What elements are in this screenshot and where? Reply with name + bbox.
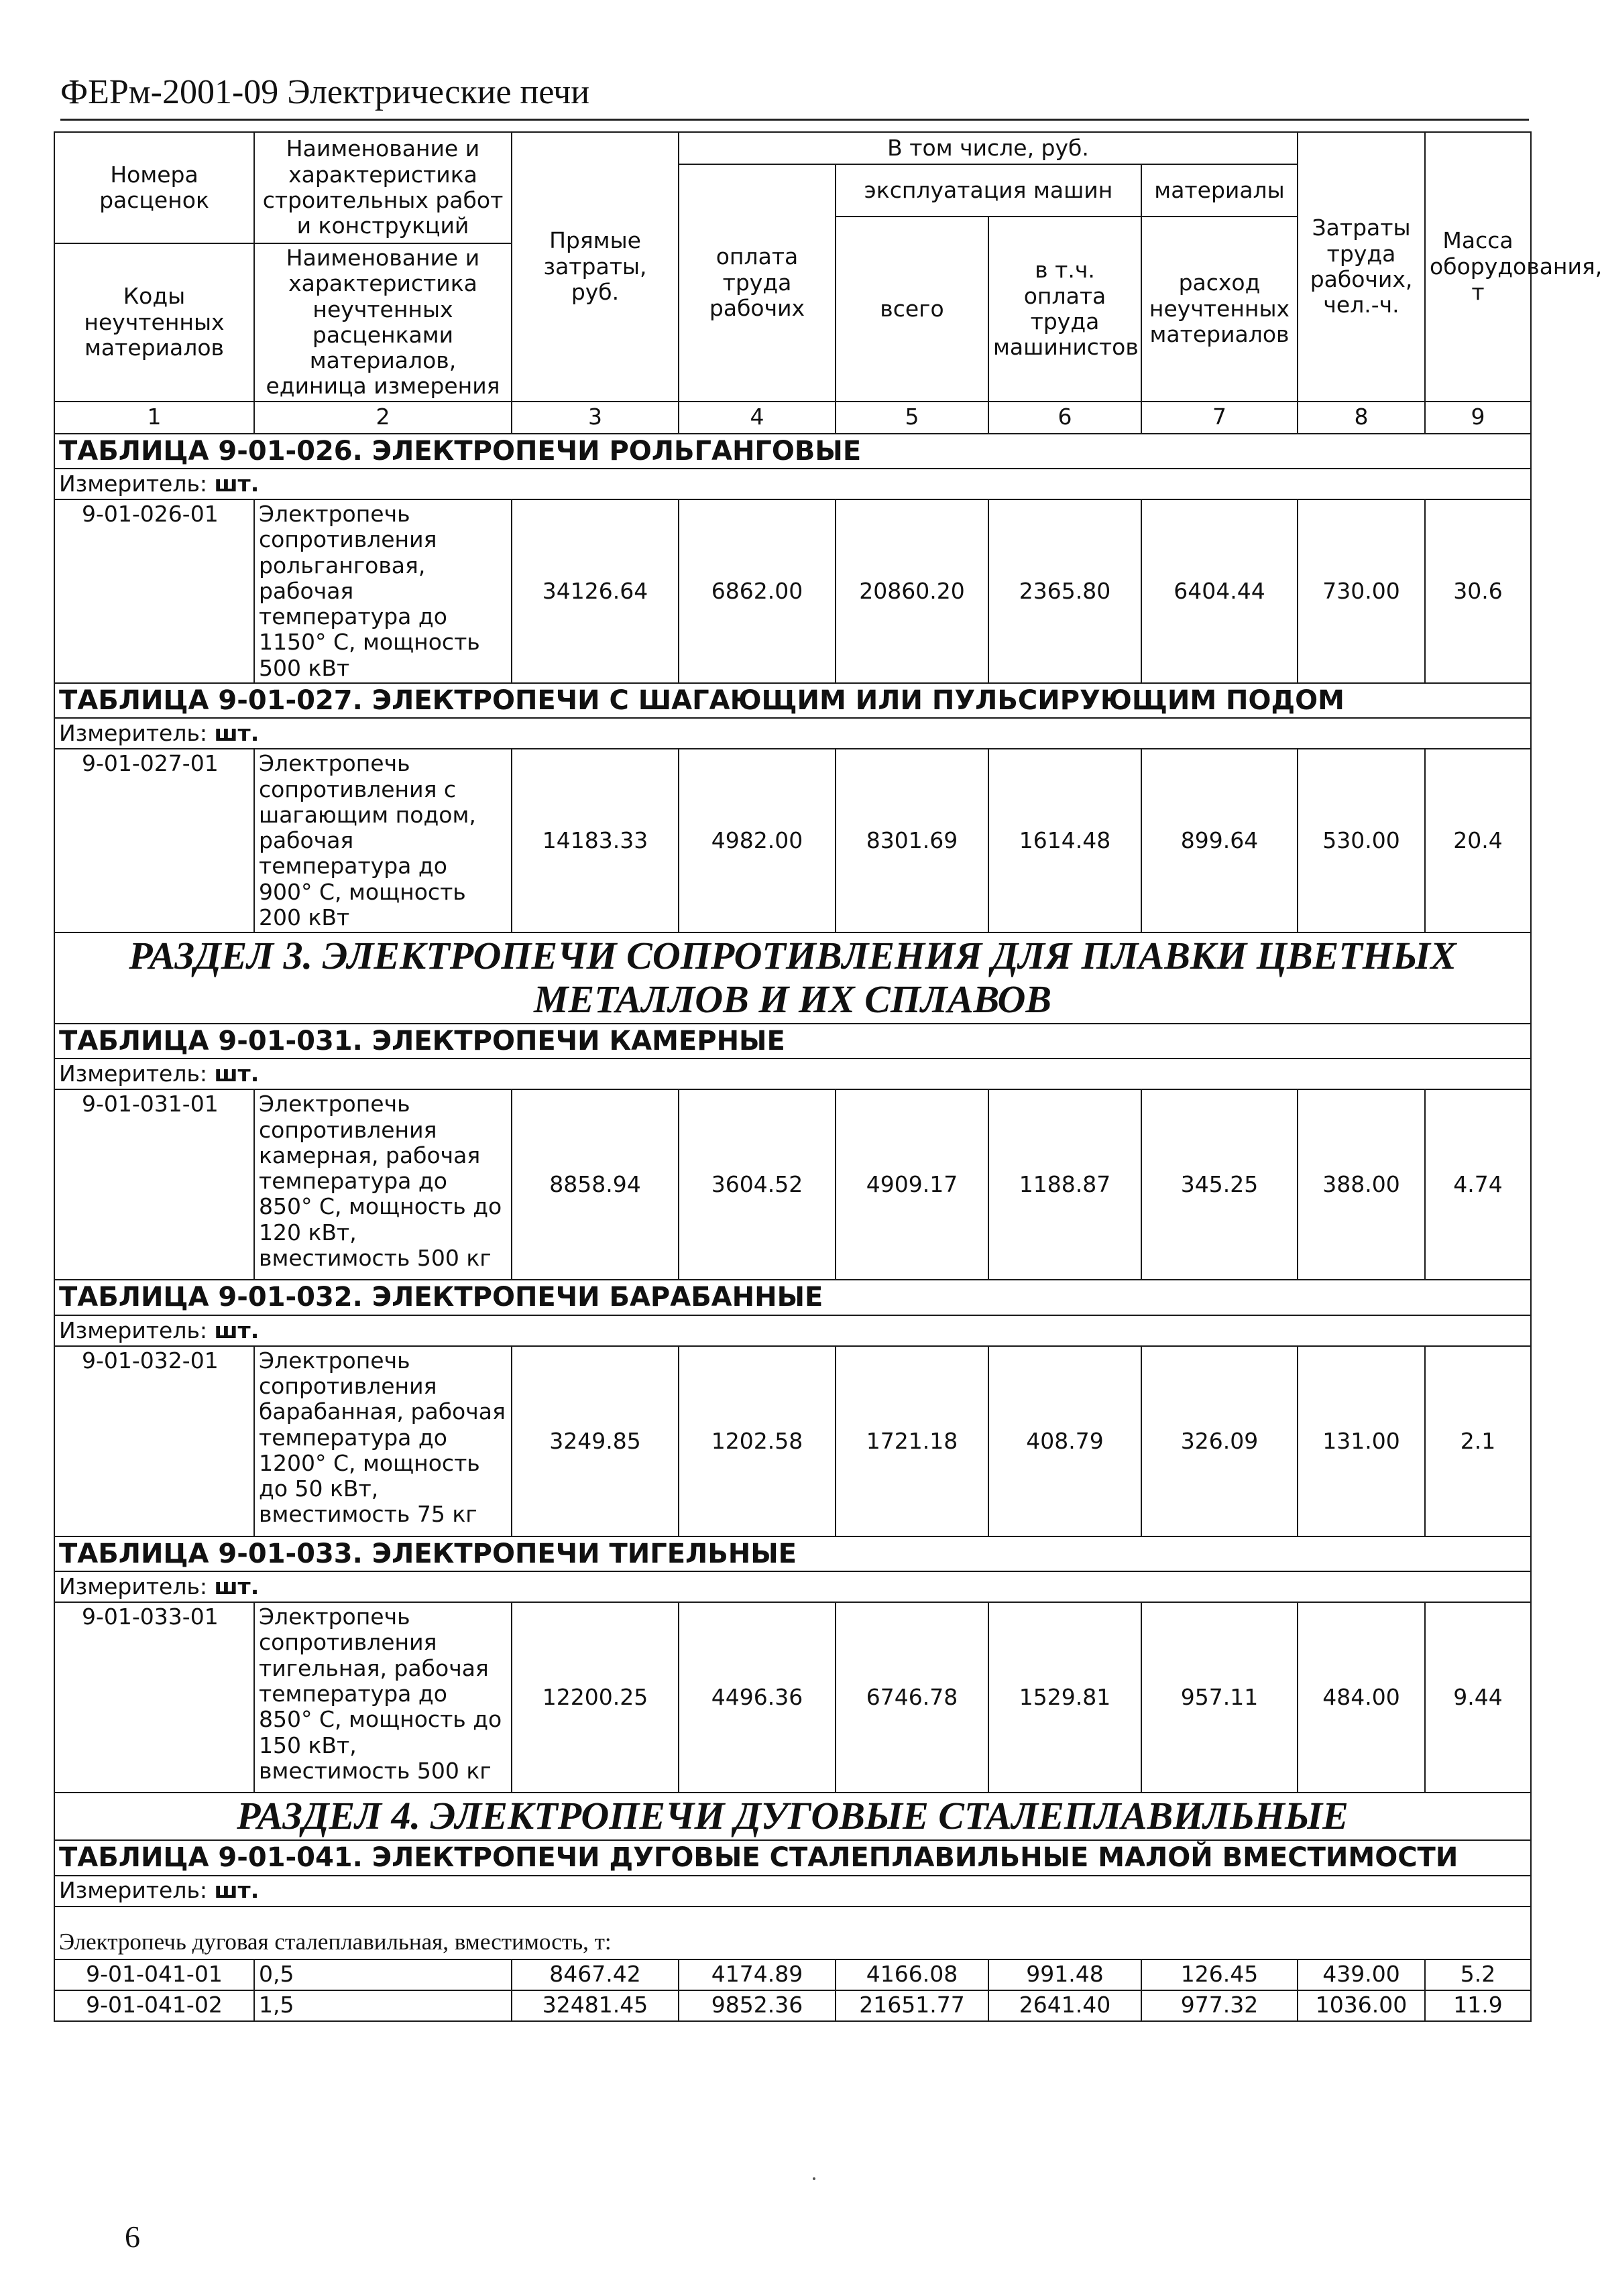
direct-cost: 14183.33 [512,749,679,932]
table-title: ТАБЛИЦА 9-01-031. ЭЛЕКТРОПЕЧИ КАМЕРНЫЕ [54,1024,1531,1059]
rate-code: 9-01-033-01 [54,1602,254,1793]
measure-row [54,718,1531,749]
col-codes-bottom: Коды неучтенных материалов [54,243,254,402]
document-title: ФЕРм-2001-09 Электрические печи [60,73,590,111]
direct-cost: 32481.45 [512,1990,679,2021]
equipment-mass: 20.4 [1425,749,1531,932]
machines-total: 4166.08 [836,1959,988,1990]
machinist-pay: 1614.48 [988,749,1141,932]
subtitle-row [54,1927,1531,1959]
machines-total: 4909.17 [836,1089,988,1280]
measure-row [54,1571,1531,1602]
col-name-bottom: Наименование и характеристика неучтенных расценками материалов, единица измерения [254,243,512,402]
labor-pay: 4174.89 [679,1959,836,1990]
labor-pay: 6862.00 [679,499,836,683]
rate-name: Электропечь сопротивления рольганговая, рабочая температура до 1150° С, мощность 500 кВт [254,499,512,683]
labor-hours: 730.00 [1298,499,1425,683]
rate-name: Электропечь сопротивления камерная, рабочая температура до 850° С, мощность до 120 кВт, вместимость 500 кг [254,1089,512,1280]
labor-pay: 9852.36 [679,1990,836,2021]
table-title: ТАБЛИЦА 9-01-032. ЭЛЕКТРОПЕЧИ БАРАБАННЫЕ [54,1280,1531,1315]
table-row [54,499,1531,683]
table-title-row [54,1280,1531,1315]
machinist-pay: 991.48 [988,1959,1141,1990]
labor-hours: 439.00 [1298,1959,1425,1990]
labor-hours: 1036.00 [1298,1990,1425,2021]
column-number: 7 [1141,402,1298,434]
column-numbers-row [54,402,1531,434]
column-number: 6 [988,402,1141,434]
machines-total: 1721.18 [836,1346,988,1536]
page-header [60,72,1529,121]
rate-code: 9-01-041-01 [54,1959,254,1990]
table-title-row [54,1024,1531,1059]
measure-unit: Измеритель: шт. [54,469,1531,499]
labor-pay: 1202.58 [679,1346,836,1536]
column-number: 9 [1425,402,1531,434]
machinist-pay: 408.79 [988,1346,1141,1536]
rate-name: Электропечь сопротивления барабанная, рабочая температура до 1200° С, мощность до 50 кВт, вместимость 75 кг [254,1346,512,1536]
measure-unit: Измеритель: шт. [54,1571,1531,1602]
col-name-top: Наименование и характеристика строительных работ и конструкций [254,132,512,243]
machinist-pay: 2641.40 [988,1990,1141,2021]
table-title: ТАБЛИЦА 9-01-033. ЭЛЕКТРОПЕЧИ ТИГЕЛЬНЫЕ [54,1536,1531,1571]
rate-name: 0,5 [254,1959,512,1990]
measure-row [54,469,1531,499]
rate-name: Электропечь сопротивления с шагающим подом, рабочая температура до 900° С, мощность 200 кВт [254,749,512,932]
table-title-row [54,434,1531,469]
machines-total: 6746.78 [836,1602,988,1793]
table-row [54,1602,1531,1793]
col-machinist-pay: в т.ч. оплата труда машинистов [988,217,1141,402]
labor-hours: 484.00 [1298,1602,1425,1793]
materials-cost: 899.64 [1141,749,1298,932]
table-title: ТАБЛИЦА 9-01-027. ЭЛЕКТРОПЕЧИ С ШАГАЮЩИМ ИЛИ ПУЛЬСИРУЮЩИМ ПОДОМ [54,683,1531,718]
machines-total: 8301.69 [836,749,988,932]
machines-total: 21651.77 [836,1990,988,2021]
rate-code: 9-01-026-01 [54,499,254,683]
measure-row [54,1876,1531,1907]
measure-row [54,1059,1531,1089]
table-title: ТАБЛИЦА 9-01-026. ЭЛЕКТРОПЕЧИ РОЛЬГАНГОВЫЕ [54,434,1531,469]
column-number: 3 [512,402,679,434]
materials-cost: 957.11 [1141,1602,1298,1793]
rate-code: 9-01-031-01 [54,1089,254,1280]
labor-hours: 530.00 [1298,749,1425,932]
direct-cost: 8467.42 [512,1959,679,1990]
machinist-pay: 2365.80 [988,499,1141,683]
machinist-pay: 1188.87 [988,1089,1141,1280]
column-number: 8 [1298,402,1425,434]
rate-name: 1,5 [254,1990,512,2021]
equipment-mass: 11.9 [1425,1990,1531,2021]
direct-cost: 8858.94 [512,1089,679,1280]
table-row [54,1089,1531,1280]
materials-cost: 345.25 [1141,1089,1298,1280]
rate-code: 9-01-041-02 [54,1990,254,2021]
table-title-row [54,1536,1531,1571]
table-row [54,749,1531,932]
col-machines: эксплуатация машин [836,164,1141,217]
measure-unit: Измеритель: шт. [54,1876,1531,1907]
page-number: 6 [125,2220,140,2254]
col-materials-unaccounted: расход неучтенных материалов [1141,217,1298,402]
labor-pay: 4982.00 [679,749,836,932]
column-number: 2 [254,402,512,434]
direct-cost: 3249.85 [512,1346,679,1536]
table-row [54,1346,1531,1536]
col-direct: Прямые затраты, руб. [512,132,679,402]
labor-pay: 4496.36 [679,1602,836,1793]
equipment-mass: 2.1 [1425,1346,1531,1536]
measure-unit: Измеритель: шт. [54,1315,1531,1346]
rate-name: Электропечь сопротивления тигельная, рабочая температура до 850° С, мощность до 150 кВт, вместимость 500 кг [254,1602,512,1793]
subtitle: Электропечь дуговая сталеплавильная, вместимость, т: [54,1927,1531,1959]
machines-total: 20860.20 [836,499,988,683]
measure-unit: Измеритель: шт. [54,1059,1531,1089]
measure-row [54,1315,1531,1346]
scan-speck [813,2177,815,2180]
table-row [54,1990,1531,2021]
labor-hours: 388.00 [1298,1089,1425,1280]
section-title: РАЗДЕЛ 3. ЭЛЕКТРОПЕЧИ СОПРОТИВЛЕНИЯ ДЛЯ ПЛАВКИ ЦВЕТНЫХ МЕТАЛЛОВ И ИХ СПЛАВОВ [54,932,1531,1024]
header-row-1 [54,132,1531,164]
direct-cost: 12200.25 [512,1602,679,1793]
col-labor-pay: оплата труда рабочих [679,164,836,402]
section-title: РАЗДЕЛ 4. ЭЛЕКТРОПЕЧИ ДУГОВЫЕ СТАЛЕПЛАВИЛЬНЫЕ [54,1793,1531,1840]
rate-code: 9-01-027-01 [54,749,254,932]
labor-pay: 3604.52 [679,1089,836,1280]
column-number: 4 [679,402,836,434]
column-number: 5 [836,402,988,434]
col-including: В том числе, руб. [679,132,1298,164]
section-row [54,1793,1531,1840]
rate-code: 9-01-032-01 [54,1346,254,1536]
table-title-row [54,1840,1531,1875]
equipment-mass: 9.44 [1425,1602,1531,1793]
machinist-pay: 1529.81 [988,1602,1141,1793]
materials-cost: 126.45 [1141,1959,1298,1990]
table-row [54,1959,1531,1990]
spacer-row [54,1907,1531,1927]
col-labor-cost: Затраты труда рабочих, чел.-ч. [1298,132,1425,402]
table-title: ТАБЛИЦА 9-01-041. ЭЛЕКТРОПЕЧИ ДУГОВЫЕ СТАЛЕПЛАВИЛЬНЫЕ МАЛОЙ ВМЕСТИМОСТИ [54,1840,1531,1875]
materials-cost: 977.32 [1141,1990,1298,2021]
rates-table [54,131,1602,2022]
measure-unit: Измеритель: шт. [54,718,1531,749]
equipment-mass: 4.74 [1425,1089,1531,1280]
section-row [54,932,1531,1024]
col-materials: материалы [1141,164,1298,217]
equipment-mass: 30.6 [1425,499,1531,683]
materials-cost: 326.09 [1141,1346,1298,1536]
table-title-row [54,683,1531,718]
col-machines-total: всего [836,217,988,402]
col-mass: Масса оборудования, т [1425,132,1531,402]
col-codes-top: Номера расценок [54,132,254,243]
equipment-mass: 5.2 [1425,1959,1531,1990]
labor-hours: 131.00 [1298,1346,1425,1536]
direct-cost: 34126.64 [512,499,679,683]
materials-cost: 6404.44 [1141,499,1298,683]
column-number: 1 [54,402,254,434]
